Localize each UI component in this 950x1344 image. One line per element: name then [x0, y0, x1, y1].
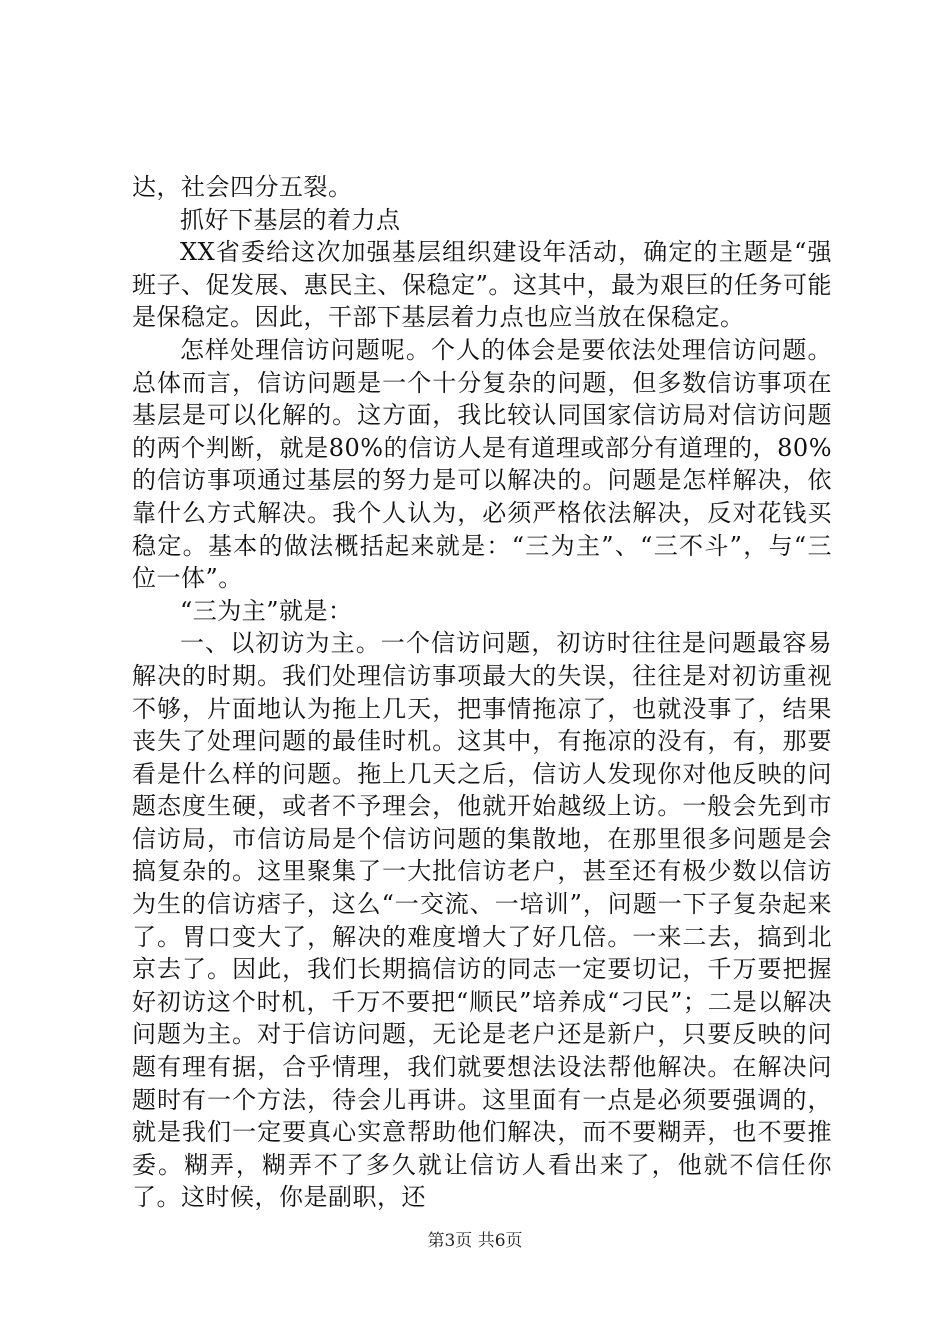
document-body — [132, 171, 832, 1214]
paragraph-continuation: 达，社会四分五裂。 — [132, 173, 353, 201]
paragraph: 怎样处理信访问题呢。个人的体会是要依法处理信访问题。总体而言，信访问题是一个十分复杂的问题，但多数信访事项在基层是可以化解的。这方面，我比较认同国家信访局对信访问题的两个判断，就是80%的信访人是有道理或部分有道理的，80%的信访事项通过基层的努力是可以解决的。问题是怎样解决，依靠什么方式解决。我个人认为，必须严格依法解决，反对花钱买稳定。基本的做法概括起来就是：“三为主”、“三不斗”，与“三位一体”。 — [132, 335, 832, 593]
page-footer: 第3页 共6页 — [427, 1231, 523, 1251]
paragraph: 一、以初访为主。一个信访问题，初访时往往是问题最容易解决的时期。我们处理信访事项最大的失误，往往是对初访重视不够，片面地认为拖上几天，把事情拖凉了，也就没事了，结果丧失了处理问题的最佳时机。这其中，有拖凉的没有，有，那要看是什么样的问题。拖上几天之后，信访人发现你对他反映的问题态度生硬，或者不予理会，他就开始越级上访。一般会先到市信访局，市信访局是个信访问题的集散地，在那里很多问题是会搞复杂的。这里聚集了一大批信访老户，甚至还有极少数以信访为生的信访痞子，这么“一交流、一培训”，问题一下子复杂起来了。胃口变大了，解决的难度增大了好几倍。一来二去，搞到北京去了。因此，我们长期搞信访的同志一定要切记，千万要把握好初访这个时机，千万不要把“顺民”培养成“刁民”；二是以解决问题为主。对于信访问题，无论是老户还是新户，只要反映的问题有理有据，合乎情理，我们就要想法设法帮他解决。在解决问题时有一个方法，待会儿再讲。这里面有一点是必须要强调的，就是我们一定要真心实意帮助他们解决，而不要糊弄，也不要推委。糊弄，糊弄不了多久就让信访人看出来了，他就不信任你了。这时候，你是副职，还 — [132, 629, 832, 1212]
paragraph: XX省委给这次加强基层组织建设年活动，确定的主题是“强班子、促发展、惠民主、保稳定”。这其中，最为艰巨的任务可能是保稳定。因此，干部下基层着力点也应当放在保稳定。 — [132, 238, 832, 332]
paragraph: “三为主”就是： — [180, 596, 353, 625]
section-heading: 抓好下基层的着力点 — [180, 205, 401, 234]
